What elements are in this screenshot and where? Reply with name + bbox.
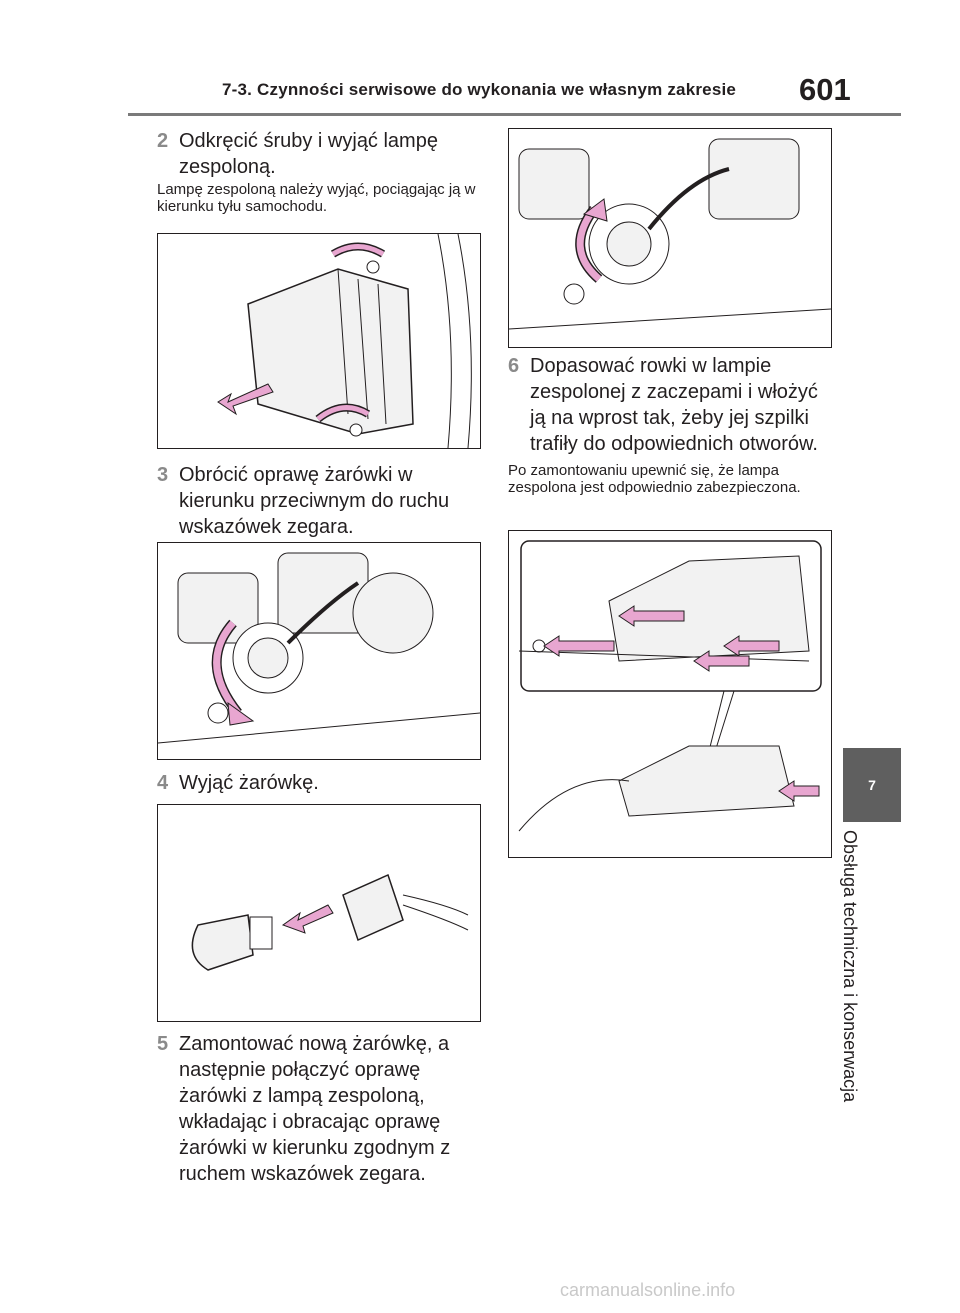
step-2 bbox=[157, 128, 482, 180]
step-6-note: Po zamontowaniu upewnić się, że lampa zespolona jest odpowiednio zabezpieczona. bbox=[508, 462, 801, 496]
step-4 bbox=[157, 770, 482, 796]
socket-detail-illustration bbox=[509, 129, 831, 347]
step-text: Dopasować rowki w lampie zespolonej z zaczepami i włożyć ją na wprost tak, żeby jej szpilki trafiły do odpowiednich otworów. bbox=[530, 355, 818, 455]
figure-lamp-removal bbox=[157, 233, 481, 449]
step-number: 2 bbox=[157, 130, 169, 152]
step-number: 5 bbox=[157, 1033, 169, 1055]
chapter-title: Obsługa techniczna i konserwacja bbox=[840, 830, 860, 1103]
lamp-install-illustration bbox=[509, 531, 831, 857]
page-number: 601 bbox=[799, 72, 851, 107]
socket-rotate-illustration bbox=[158, 543, 480, 759]
header-rule bbox=[128, 113, 901, 116]
figure-lamp-install bbox=[508, 530, 832, 858]
step-6 bbox=[508, 353, 830, 457]
step-text: Odkręcić śruby i wyjąć lampę zespoloną. bbox=[179, 130, 438, 178]
step-text: Wyjąć żarówkę. bbox=[179, 772, 319, 794]
step-5 bbox=[157, 1031, 477, 1187]
step-number: 4 bbox=[157, 772, 169, 794]
figure-remove-bulb bbox=[157, 804, 481, 1022]
chapter-tab[interactable]: 7 bbox=[843, 748, 901, 822]
step-3 bbox=[157, 462, 482, 540]
figure-socket-detail bbox=[508, 128, 832, 348]
section-title: 7-3. Czynności serwisowe do wykonania we własnym zakresie bbox=[222, 80, 737, 99]
step-text: Zamontować nową żarówkę, a następnie połączyć oprawę żarówki z lampą zespoloną, wkładając i obracając oprawę żarówki w kierunku zgodnym z ruchem wskazówek zegara. bbox=[179, 1033, 451, 1185]
watermark: carmanualsonline.info bbox=[560, 1280, 736, 1300]
step-number: 3 bbox=[157, 464, 169, 486]
chapter-label bbox=[840, 830, 898, 1130]
step-number: 6 bbox=[508, 355, 520, 377]
step-2-note: Lampę zespoloną należy wyjąć, pociągając ją w kierunku tyłu samochodu. bbox=[157, 181, 476, 215]
step-text: Obrócić oprawę żarówki w kierunku przeciwnym do ruchu wskazówek zegara. bbox=[179, 464, 450, 538]
lamp-removal-illustration bbox=[158, 234, 480, 448]
remove-bulb-illustration bbox=[158, 805, 480, 1021]
figure-bulb-socket-rotate bbox=[157, 542, 481, 760]
